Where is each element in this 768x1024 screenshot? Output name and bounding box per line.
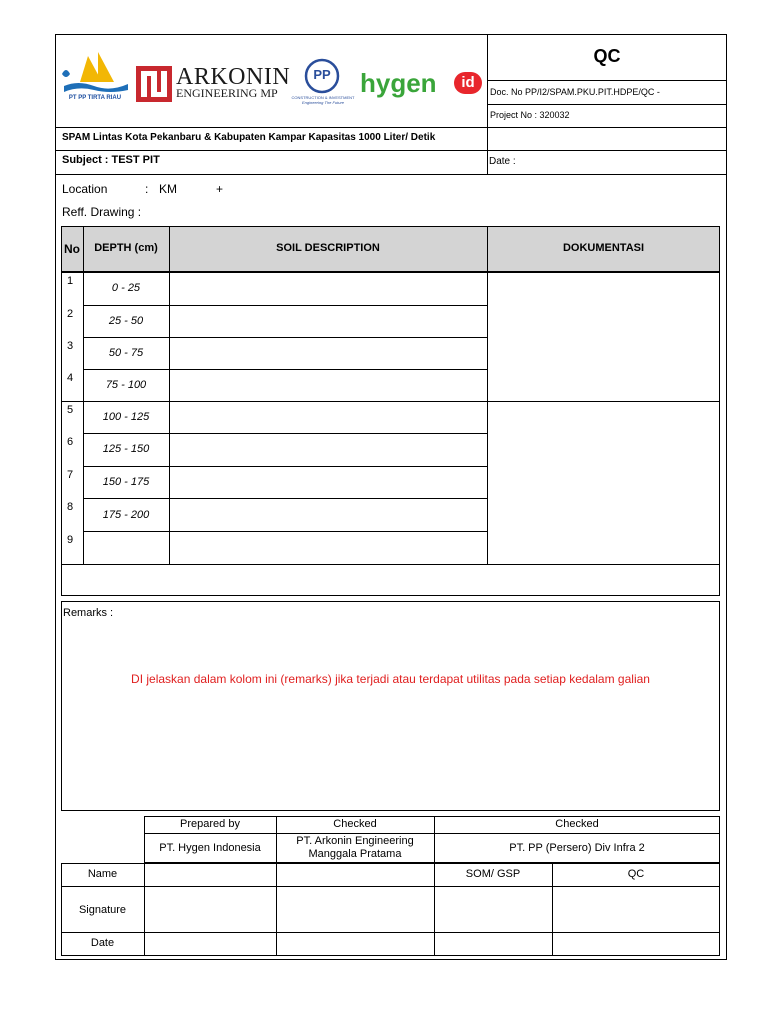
- doc-number: Doc. No PP/I2/SPAM.PKU.PIT.HDPE/QC -: [490, 87, 660, 97]
- remarks-note: DI jelaskan dalam kolom ini (remarks) jika terjadi atau terdapat utilitas pada setiap kedalam galian: [131, 672, 650, 686]
- row-no: 1: [67, 275, 74, 287]
- arkonin-name: ARKONIN: [176, 64, 291, 90]
- remarks-box[interactable]: [61, 601, 720, 811]
- row-depth: 175 - 200: [102, 509, 150, 521]
- location-colon: :: [145, 182, 149, 196]
- pp-caption: CONSTRUCTION & INVESTMENT: [291, 95, 355, 100]
- tirta-riau-logo: [58, 50, 132, 106]
- row-no: 8: [67, 501, 74, 513]
- arkonin-logo: [136, 64, 291, 104]
- remarks-label: Remarks :: [63, 607, 114, 619]
- col-header-doc: DOKUMENTASI: [562, 242, 645, 254]
- project-number: Project No : 320032: [490, 110, 570, 120]
- signature-row-label: Signature: [78, 904, 127, 916]
- company-pp: PT. PP (Persero) Div Infra 2: [509, 842, 645, 854]
- row-no: 3: [67, 340, 74, 352]
- date-row-label: Date: [90, 937, 115, 949]
- qc-title: QC: [593, 46, 621, 66]
- pp-tagline: Engineering The Future: [301, 100, 345, 105]
- company-arkonin-line2: Manggala Pratama: [308, 848, 402, 860]
- location-km: KM: [159, 182, 177, 196]
- hygen-logo: [360, 68, 484, 100]
- hygen-id-badge: id: [454, 72, 482, 94]
- row-depth: 75 - 100: [105, 379, 147, 391]
- reff-drawing-label: Reff. Drawing :: [62, 205, 142, 219]
- row-no: 9: [67, 534, 74, 546]
- hygen-wordmark: hygen: [360, 68, 437, 98]
- row-no: 2: [67, 308, 74, 320]
- location-plus: +: [216, 182, 224, 196]
- pp-logo: [288, 58, 358, 106]
- arkonin-subtitle: ENGINEERING MP: [176, 86, 278, 100]
- row-depth: 50 - 75: [108, 347, 144, 359]
- row-depth: 25 - 50: [108, 315, 144, 327]
- date-label: Date :: [489, 156, 516, 167]
- tirta-riau-caption: PT PP TIRTA RIAU: [68, 95, 122, 101]
- som-gsp-label: SOM/ GSP: [465, 868, 521, 880]
- row-no: 7: [67, 469, 74, 481]
- company-hygen: PT. Hygen Indonesia: [159, 842, 261, 854]
- project-title: SPAM Lintas Kota Pekanbaru & Kabupaten Kampar Kapasitas 1000 Liter/ Detik: [62, 132, 436, 143]
- col-header-depth: DEPTH (cm): [94, 242, 158, 254]
- pp-mark: PP: [313, 67, 331, 82]
- row-depth: 125 - 150: [102, 443, 150, 455]
- row-no: 4: [67, 372, 74, 384]
- name-row-label: Name: [87, 868, 118, 880]
- qc-label: QC: [627, 868, 645, 880]
- col-header-no: No: [64, 242, 80, 256]
- company-arkonin-line1: PT. Arkonin Engineering: [296, 835, 414, 847]
- prepared-by-label: Prepared by: [180, 818, 240, 830]
- checked-label: Checked: [333, 818, 377, 830]
- row-depth: 0 - 25: [111, 282, 141, 294]
- row-depth: 150 - 175: [102, 476, 150, 488]
- checked-label: Checked: [555, 818, 599, 830]
- col-header-soil: SOIL DESCRIPTION: [276, 242, 380, 254]
- row-no: 6: [67, 436, 74, 448]
- row-depth: 100 - 125: [102, 411, 150, 423]
- row-no: 5: [67, 404, 74, 416]
- location-label: Location: [62, 182, 108, 196]
- subject: Subject : TEST PIT: [62, 154, 160, 166]
